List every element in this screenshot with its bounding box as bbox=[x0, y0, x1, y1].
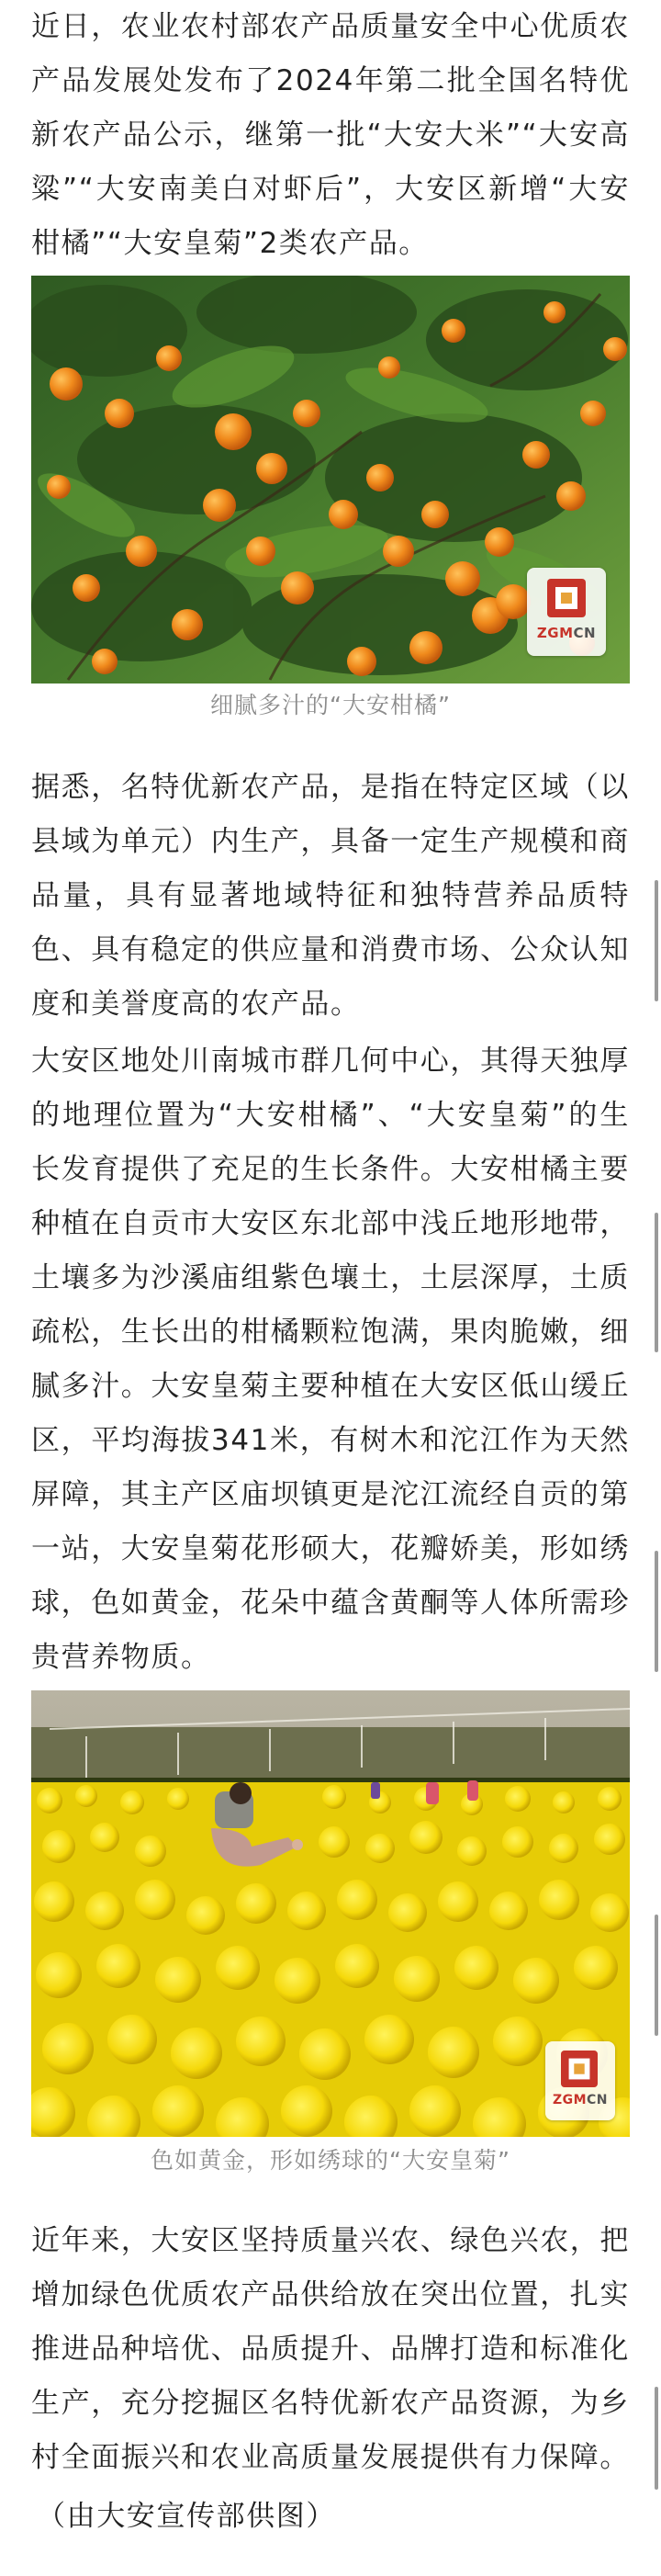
paragraph-geography: 大安区地处川南城市群几何中心，其得天独厚的地理位置为“大安柑橘”、“大安皇菊”的生长发育提供了充足的生长条件。大安柑橘主要种植在自贡市大安区东北部中浅丘地形地带，土壤多为沙溪庙组紫色壤土，土层深厚，土质疏松，生长出的柑橘颗粒饱满，果肉脆嫩，细腻多汁。大安皇菊主要种植在大安区低山缓丘区，平均海拔341米，有树木和沱江作为天然屏障，其主产区庙坝镇更是沱江流经自贡的第一站，大安皇菊花形硕大，花瓣娇美，形如绣球，色如黄金，花朵中蕴含黄酮等人体所需珍贵营养物质。 bbox=[31, 1045, 630, 1674]
paragraph-definition: 据悉，名特优新农产品，是指在特定区域（以县域为单元）内生产，具备一定生产规模和商品量，具有显著地域特征和独特营养品质特色、具有稳定的供应量和消费市场、公众认知度和美誉度高的农产品。 bbox=[31, 771, 630, 1021]
paragraph-intro: 近日，农业农村部农产品质量安全中心优质农产品发展处发布了2024年第二批全国名特优新农产品公示，继第一批“大安大米”“大安高粱”“大安南美白对虾后”，大安区新增“大安柑橘”“大安皇菊”2类农产品。 bbox=[31, 10, 630, 260]
zgm-logo-icon bbox=[561, 2051, 598, 2087]
watermark-text bbox=[545, 2093, 615, 2107]
caption-oranges: 细腻多汁的“大安柑橘” bbox=[210, 692, 451, 718]
watermark-brand: ZGM bbox=[552, 2093, 588, 2107]
watermark-brand: ZGM bbox=[536, 625, 574, 641]
chrysanthemum-field-image bbox=[31, 1690, 630, 2137]
watermark-logo bbox=[545, 2041, 615, 2120]
scroll-indicator bbox=[655, 1915, 658, 2036]
watermark-logo bbox=[527, 568, 606, 656]
photo-oranges[interactable] bbox=[31, 276, 630, 684]
zgm-logo-icon bbox=[547, 579, 586, 617]
paragraph-outlook: 近年来，大安区坚持质量兴农、绿色兴农，把增加绿色优质农产品供给放在突出位置，扎实推进品种培优、品质提升、品牌打造和标准化生产，充分挖掘区名特优新农产品资源，为乡村全面振兴和农业高质量发展提供有力保障。 bbox=[31, 2224, 630, 2474]
photo-credit: （由大安宣传部供图） bbox=[37, 2500, 336, 2533]
scroll-indicator bbox=[655, 2387, 658, 2490]
photo-chrysanthemums[interactable] bbox=[31, 1690, 630, 2137]
watermark-text bbox=[527, 625, 606, 641]
watermark-suffix: CN bbox=[573, 625, 597, 641]
scroll-indicator bbox=[655, 1551, 658, 1672]
watermark-suffix: CN bbox=[587, 2093, 609, 2107]
scroll-indicator bbox=[655, 880, 658, 1001]
caption-chrysanthemums: 色如黄金，形如绣球的“大安皇菊” bbox=[151, 2147, 510, 2174]
scroll-indicator bbox=[655, 1213, 658, 1352]
